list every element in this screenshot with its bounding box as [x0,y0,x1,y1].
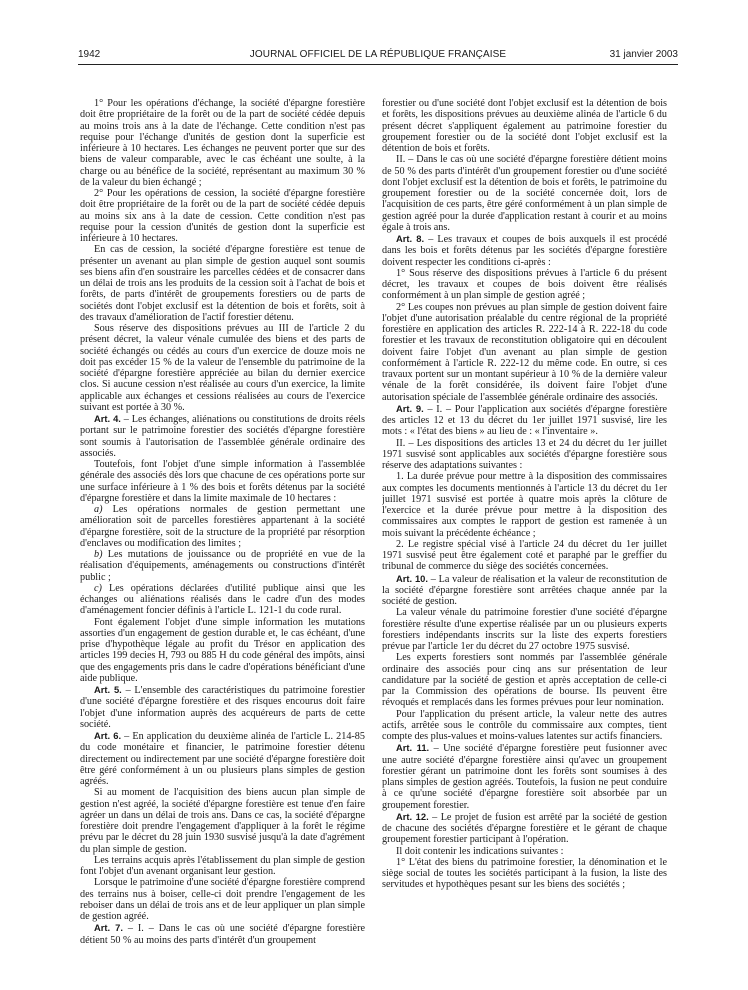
paragraph [80,787,365,855]
paragraph [382,857,667,891]
article-number: Art. 12. [396,810,429,822]
paragraph-text: Sous réserve des dispositions prévues au III de l'article 2 du présent décret, la valeur vénale cumulée des biens et des parts de société échangés ou cédés au cours d'un exercice de douze mois ne doit pas excéder 15 % de la valeur de l'ensemble du patrimoine de la société d'épargne forestière appréciée au bilan du dernier exercice clos. Si aucune cession n'est réalisée au cours d'un exercice, la limite applicable aux échanges et cessions réalisées au cours de l'exercice suivant est portée à 30 %. [80,323,365,413]
paragraph-text: – Le projet de fusion est arrêté par la société de gestion de chacune des sociétés d'épargne forestière et le gérant de chaque groupement forestier participant à l'opération. [382,811,667,846]
page-number: 1942 [78,49,101,60]
paragraph-text: 1° Pour les opérations d'échange, la société d'épargne forestière doit être propriétaire de la forêt ou de la part de société cédée depuis au moins trois ans à la date de l'échange. Cette condition n'est pas requise pour l'échange d'unités de gestion dont la superficie est inférieure à 10 hectares. Les échanges ne peuvent porter que sur des biens de valeur comparable, avec le cas échéant une soulte, à la charge ou au bénéfice de la société, représentant au maximum 30 % de la valeur du bien échangé ; [80,98,365,188]
publication-date: 31 janvier 2003 [609,49,678,60]
paragraph-text: – La valeur de réalisation et la valeur de reconstitution de la société d'épargne forestière sont arrêtées chaque année par la société de gestion. [382,573,667,607]
left-text-column [80,98,365,978]
article-number: Art. 4. [94,413,121,424]
paragraph-text: 1° L'état des biens du patrimoine forestier, la dénomination et le siège social de toutes les sociétés participant à la fusion, la liste des servitudes et hypothèques pesant sur les biens des sociétés ; [382,856,667,891]
paragraph-text: – L'ensemble des caractéristiques du patrimoine forestier d'une société d'épargne forestière et des risques encourus doit faire l'objet d'une information auprès des acquéreurs de parts de cette société. [80,685,365,730]
article-number: Art. 7. [94,922,123,934]
list-marker: c) [94,582,102,594]
paragraph [382,709,667,743]
paragraph [80,459,365,504]
paragraph [80,617,365,685]
paragraph-text: – En application du deuxième alinéa de l'article L. 214-85 du code monétaire et financier, le patrimoine forestier détenu directement ou indirectement par une société d'épargne forestière doit être géré conformément à un ou plusieurs plans simples de gestion agréés. [80,731,365,787]
paragraph-text: 2° Les coupes non prévues au plan simple de gestion doivent faire l'objet d'une autorisation préalable du centre régional de la propriété forestière en application des articles R. 222-14 à R. 222-18 du code forestier et les travaux de reconstitution obligatoire qui en découlent doivent faire l'objet d'un avenant au plan simple de gestion conformément à l'article R. 222-12 du même code. En outre, si ces travaux portent sur un montant supérieur à 10 % de la dernière valeur vénale de la forêt considérée, ils doivent faire l'objet d'une autorisation spéciale de l'assemblée générale ordinaire des associés. [382,301,667,403]
paragraph [382,573,667,608]
list-marker: a) [94,504,103,515]
paragraph-text: – Les travaux et coupes de bois auxquels il est procédé dans les bois et forêts détenus par les sociétés d'épargne forestière doivent respecter les conditions ci-après : [382,234,667,268]
paragraph [382,652,667,708]
paragraph [382,471,667,539]
paragraph-text: – I. – Dans le cas où une société d'épargne forestière détient 50 % au moins des parts d'intérêt d'un groupement [80,923,365,946]
paragraph [80,244,365,323]
paragraph [80,549,365,583]
paragraph [382,607,667,652]
paragraph-text: Pour l'application du présent article, la valeur nette des autres actifs, arrêtée sous le contrôle du commissaire aux comptes, tient compte des plus-values et moins-values latentes sur actifs financiers. [382,708,667,742]
paragraph [382,302,667,403]
paragraph [382,811,667,846]
paragraph [80,504,365,549]
paragraph [80,855,365,878]
paragraph-text: – Une société d'épargne forestière peut fusionner avec une autre société d'épargne forestière ainsi qu'avec un groupement forestier gérant un patrimoine dont les forêts sont soumises à des plans simples de gestion agréés. Toutefois, la fusion ne peut conduire à ce qu'une société d'épargne forestière soit absorbée par un groupement forestier. [382,743,667,811]
paragraph-text: 2. Le registre spécial visé à l'article 24 du décret du 1er juillet 1971 susvisé peut être également coté et paraphé par le greffier du tribunal de commerce du siège des sociétés concernées. [382,538,667,573]
paragraph-text: Toutefois, font l'objet d'une simple information à l'assemblée générale des associés dès lors que chacune de ces opérations porte sur une surface inférieure à 1 % des bois et forêts détenus par la société d'épargne forestière et dans la limite maximale de 10 hectares : [80,459,365,504]
paragraph [80,583,365,617]
paragraph-text: Les experts forestiers sont nommés par l'assemblée générale ordinaire des associés pour cinq ans sur présentation de leur candidature par la société de gestion et après acceptation de celle-ci par la Commission des opérations de bourse. Ils peuvent être révoqués et remplacés dans les formes prévues pour leur nomination. [382,652,667,709]
paragraph-text: Font également l'objet d'une simple information les mutations assorties d'un engagement de gestion durable et, le cas échéant, d'une prise d'hypothèque légale au profit du Trésor en application des articles 199 decies H, 793 ou 885 H du code général des impôts, ainsi que des engagements pris dans le cadre d'opérations bénéficiant d'une aide publique. [80,616,365,684]
paragraph-text: Les opérations normales de gestion permettant une amélioration soit de parcelles forestières appartenant à la société d'épargne forestière, soit de la structure de la propriété par résorption d'enclaves ou modification des limites ; [80,504,365,549]
paragraph [382,98,667,154]
paragraph [382,154,667,233]
article-number: Art. 5. [94,684,122,695]
paragraph [80,730,365,787]
paragraph-text: forestier ou d'une société dont l'objet exclusif est la détention de bois et forêts, les dispositions prévues au deuxième alinéa de l'article 6 du présent décret s'appliquent également au patrimoine forestier du groupement forestier ou de la société dont l'objet exclusif est la détention de bois et forêts. [382,98,667,154]
paragraph-text: II. – Les dispositions des articles 13 et 24 du décret du 1er juillet 1971 susvisé sont applicables aux sociétés d'épargne forestière sous réserve des adaptations suivantes : [382,437,667,471]
paragraph-text: 1. La durée prévue pour mettre à la disposition des commissaires aux comptes les documents mentionnés à l'article 13 du décret du 1er juillet 1971 susvisé est portée à quatre mois après la clôture de l'exercice et la durée prévue pour mettre à la disposition des commissaires aux comptes le rapport de gestion est ramenée à un mois suivant la précédente échéance ; [382,471,667,539]
paragraph [382,403,667,438]
paragraph [382,846,667,857]
paragraph-text: En cas de cession, la société d'épargne forestière est tenue de présenter un avenant au plan simple de gestion auquel sont soumis ses biens afin d'en soustraire les parcelles cédées et de consacrer dans un délai de trois ans les produits de la cession soit à l'achat de bois et forêts, de parts d'intérêt de groupements forestiers ou de parts de sociétés dont l'objet exclusif est la détention de bois et forêts, soit à des travaux d'amélioration de l'actif forestier détenu. [80,244,365,323]
paragraph-text: Lorsque le patrimoine d'une société d'épargne forestière comprend des terrains nus à boiser, celle-ci doit prendre l'engagement de les reboiser dans un délai de trois ans et de leur appliquer un plan simple de gestion agréé. [80,877,365,922]
paragraph [80,188,365,244]
paragraph-text: La valeur vénale du patrimoine forestier d'une société d'épargne forestière résulte d'une expertise réalisée par un ou plusieurs experts forestiers indépendants inscrits sur la liste des experts forestiers prévue par l'article 1er du décret du 27 octobre 1975 susvisé. [382,607,667,652]
article-number: Art. 6. [94,730,122,741]
paragraph [382,438,667,472]
article-number: Art. 10. [396,572,428,584]
right-text-column [382,98,667,978]
paragraph-text: Il doit contenir les indications suivantes : [396,845,564,857]
paragraph [80,413,365,459]
journal-title: JOURNAL OFFICIEL DE LA RÉPUBLIQUE FRANÇAISE [249,49,507,60]
paragraph-text: 2° Pour les opérations de cession, la société d'épargne forestière doit être propriétaire de la forêt ou de la part de société cédée depuis au moins six ans à la date de cession. Cette condition n'est pas requise pour la cession d'unités de gestion dont la superficie est inférieure à 10 hectares. [80,188,365,244]
paragraph [382,233,667,268]
paragraph-text: Les mutations de jouissance ou de propriété en vue de la réalisation d'équipements, aménagements ou constructions d'intérêt public ; [80,549,365,583]
paragraph [382,742,667,811]
paragraph [80,323,365,413]
paragraph [80,684,365,730]
article-number: Art. 11. [396,742,430,754]
paragraph [382,539,667,573]
paragraph-text: II. – Dans le cas où une société d'épargne forestière détient moins de 50 % des parts d'intérêt d'un groupement forestier ou d'une société dont l'objet exclusif est la détention de bois et forêts, le patrimoine du groupement forestier ou de la société concernée doit, lors de l'acquisition de ces parts, être géré conformément à un plan simple de gestion agréé pour la durée d'application restant à courir et au moins égale à trois ans. [382,154,667,233]
article-number: Art. 9. [396,402,424,414]
paragraph-text: Les terrains acquis après l'établissement du plan simple de gestion font l'objet d'un avenant organisant leur gestion. [80,854,365,877]
paragraph [80,922,365,946]
paragraph-text: – I. – Pour l'application aux sociétés d'épargne forestière des articles 12 et 13 du décret du 1er juillet 1971 susvisé, lire les mots : « l'état des biens » au lieu de : « l'inventaire ». [382,403,667,438]
article-number: Art. 8. [396,233,425,244]
paragraph [80,877,365,922]
paragraph [80,98,365,188]
paragraph-text: – Les échanges, aliénations ou constitutions de droits réels portant sur le patrimoine forestier des sociétés d'épargne forestière sont soumis à l'autorisation de l'assemblée générale ordinaire des associés. [80,414,365,459]
list-marker: b) [94,549,103,560]
paragraph-text: Si au moment de l'acquisition des biens aucun plan simple de gestion n'est agréé, la société d'épargne forestière est tenue d'en faire agréer un dans un délai de trois ans. Dans ce cas, la société d'épargne forestière doit prendre l'engagement d'appliquer à la forêt le régime prévu par le décret du 28 juin 1930 susvisé jusqu'à la date d'agrément du plan simple de gestion. [80,787,365,855]
page-header [78,48,678,65]
paragraph-text: 1° Sous réserve des dispositions prévues à l'article 6 du présent décret, les travaux et coupes de bois doivent être réalisés conformément à un plan simple de gestion agréé ; [382,267,667,302]
paragraph [382,268,667,302]
paragraph-text: Les opérations déclarées d'utilité publique ainsi que les échanges ou aliénations réalisés dans le cadre d'un des modes d'aménagement foncier définis à l'article L. 121-1 du code rural. [80,582,365,617]
